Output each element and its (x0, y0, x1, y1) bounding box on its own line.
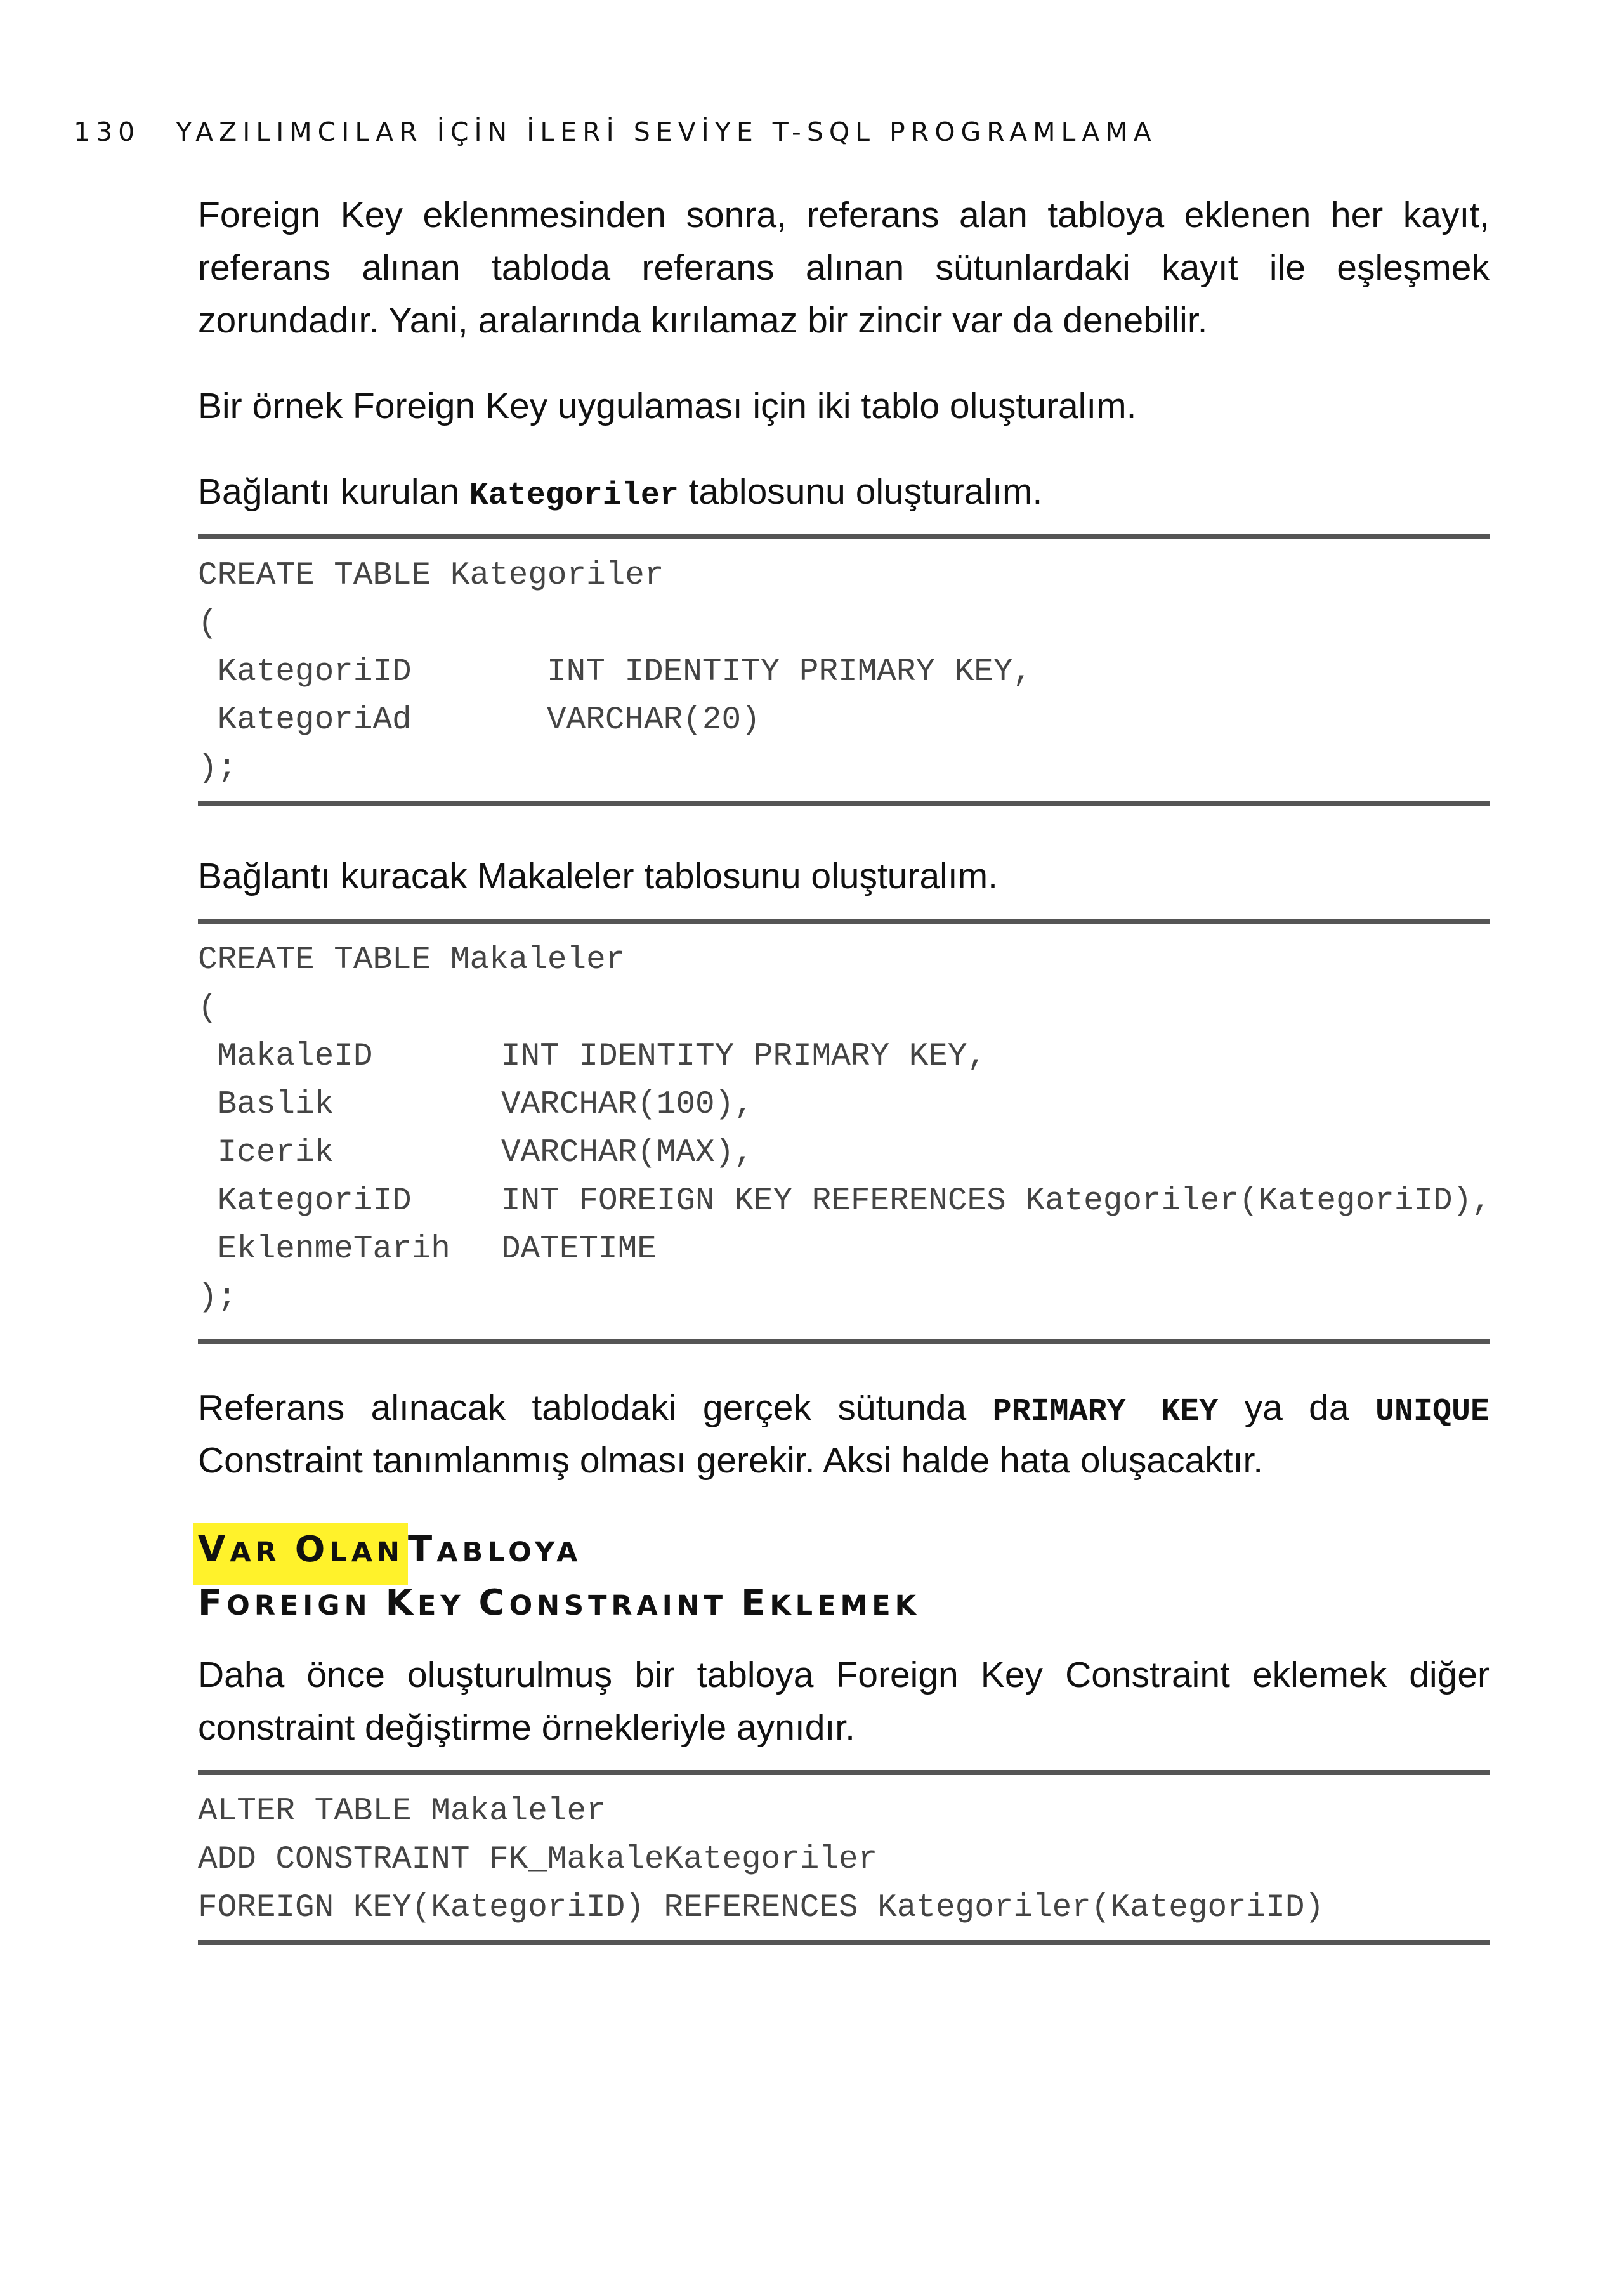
code-block-top-rule (198, 1770, 1490, 1775)
heading-letter: T (408, 1529, 437, 1570)
paragraph-alter-intro-line-2: constraint değiştirme örnekleriyle aynıdır. (198, 1707, 855, 1748)
code-line: ); (198, 751, 237, 787)
inline-code: PRIMARY KEY (992, 1394, 1219, 1430)
code-column-name: Baslik (198, 1087, 334, 1123)
page-number: 130 (74, 117, 141, 147)
heading-letter: E (741, 1582, 770, 1623)
code-column-type: VARCHAR(100), (501, 1087, 754, 1123)
code-block-bottom-rule (198, 1339, 1490, 1344)
inline-code: UNIQUE (1375, 1394, 1490, 1430)
running-title: YAZILIMCILAR İÇİN İLERİ SEVİYE T-SQL PROGRAMLAMA (176, 117, 1157, 147)
section-heading-line-1 (198, 1523, 582, 1585)
heading-letter: V (198, 1529, 230, 1570)
heading-text: OREIGN (226, 1590, 386, 1622)
inline-code: Kategoriler (469, 478, 679, 514)
code-column-name: Icerik (198, 1135, 334, 1171)
heading-text: ABLOYA (436, 1537, 582, 1568)
heading-letter: C (478, 1582, 509, 1623)
code-block-makaleler (198, 936, 1490, 1322)
code-column-type: INT FOREIGN KEY REFERENCES Kategoriler(KategoriID), (501, 1183, 1491, 1219)
code-column-name: KategoriID (198, 1183, 412, 1219)
code-column-name: KategoriAd (198, 702, 412, 738)
heading-text: KLEMEK (769, 1590, 920, 1622)
heading-letter: O (294, 1529, 330, 1570)
code-line (198, 1081, 1490, 1129)
code-block-kategoriler (198, 552, 1490, 793)
code-block-top-rule (198, 534, 1490, 539)
paragraph-text: Bağlantı kurulan (198, 471, 469, 512)
page-content (198, 0, 1490, 2275)
code-line (198, 1226, 1490, 1274)
heading-letter: K (385, 1582, 417, 1623)
code-block-alter-table (198, 1788, 1490, 1932)
paragraph-alter-intro-line-1: Daha önce oluşturulmuş bir tabloya Foreign Key Constraint eklemek diğer (198, 1655, 1490, 1695)
heading-text: LAN (329, 1537, 404, 1568)
paragraph-constraint-note-line-1 (198, 1382, 1490, 1438)
paragraph-makaleler-intro: Bağlantı kuracak Makaleler tablosunu oluşturalım. (198, 856, 998, 896)
code-block-top-rule (198, 919, 1490, 924)
code-line: ( (198, 606, 218, 642)
code-line (198, 697, 1490, 745)
paragraph-text: ya da (1218, 1387, 1375, 1428)
code-line (198, 1033, 1490, 1081)
paragraph-kategoriler-intro (198, 466, 1490, 522)
paragraph-intro-line-3: zorundadır. Yani, aralarında kırılamaz bir zincir var da denebilir. (198, 300, 1208, 341)
code-column-type: VARCHAR(MAX), (501, 1135, 754, 1171)
paragraph-text: Referans alınacak tablodaki gerçek sütunda (198, 1387, 993, 1428)
code-column-name: MakaleID (198, 1039, 373, 1075)
code-line: ADD CONSTRAINT FK_MakaleKategoriler (198, 1842, 878, 1878)
paragraph-intro-line-1: Foreign Key eklenmesinden sonra, referans alan tabloya eklenen her kayıt, (198, 195, 1490, 235)
code-line (198, 648, 1490, 697)
code-column-type: INT IDENTITY PRIMARY KEY, (501, 1039, 987, 1075)
code-line: FOREIGN KEY(KategoriID) REFERENCES Kategoriler(KategoriID) (198, 1890, 1325, 1926)
code-line: CREATE TABLE Kategoriler (198, 558, 664, 594)
code-block-bottom-rule (198, 1940, 1490, 1945)
code-line: CREATE TABLE Makaleler (198, 942, 625, 978)
paragraph-example-intro: Bir örnek Foreign Key uygulaması için iki tablo oluşturalım. (198, 386, 1137, 426)
heading-letter: F (198, 1582, 227, 1623)
code-line: ALTER TABLE Makaleler (198, 1793, 606, 1830)
paragraph-constraint-note-line-2: Constraint tanımlanmış olması gerekir. Aksi halde hata oluşacaktır. (198, 1440, 1264, 1481)
code-column-type: INT IDENTITY PRIMARY KEY, (547, 654, 1033, 690)
heading-text: EY (417, 1590, 479, 1622)
heading-text: AR (230, 1537, 295, 1568)
paragraph-text: tablosunu oluşturalım. (678, 471, 1043, 512)
paragraph-intro-line-2: referans alınan tabloda referans alınan sütunlardaki kayıt ile eşleşmek (198, 247, 1490, 288)
code-line (198, 1129, 1490, 1177)
code-line: ( (198, 990, 218, 1026)
code-line (198, 1177, 1490, 1226)
section-heading-line-2 (198, 1577, 920, 1638)
code-column-type: DATETIME (501, 1231, 657, 1268)
code-column-name: EklenmeTarih (198, 1231, 450, 1268)
heading-text: ONSTRAINT (509, 1590, 742, 1622)
code-block-bottom-rule (198, 801, 1490, 806)
code-column-name: KategoriID (198, 654, 412, 690)
code-line: ); (198, 1280, 237, 1316)
code-column-type: VARCHAR(20) (547, 702, 761, 738)
heading-highlight (193, 1523, 408, 1585)
